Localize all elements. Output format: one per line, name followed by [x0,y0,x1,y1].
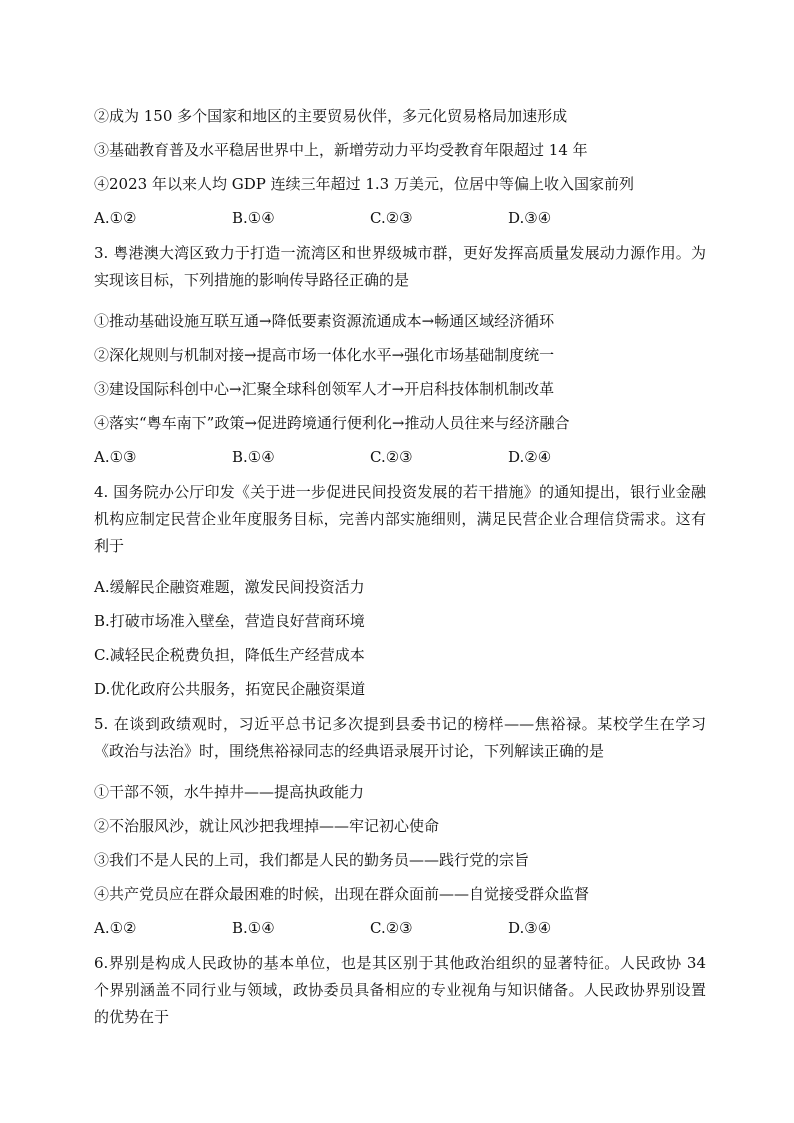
q5-choice-c: C.②③ [370,919,413,937]
q2-item-3: ③基础教育普及水平稳居世界中上，新增劳动力平均受教育年限超过 14 年 [94,141,588,159]
q2-choice-b: B.①④ [232,209,275,227]
q5-choice-a: A.①② [94,919,137,937]
q3-choice-c: C.②③ [370,448,413,466]
q4-option-a: A.缓解民企融资难题，激发民间投资活力 [94,578,365,596]
q3-item-3: ③建设国际科创中心→汇聚全球科创领军人才→开启科技体制机制改革 [94,380,555,398]
q5-item-4: ④共产党员应在群众最困难的时候，出现在群众面前——自觉接受群众监督 [94,885,590,903]
q3-choice-d: D.②④ [508,448,552,466]
q3-item-2: ②深化规则与机制对接→提高市场一体化水平→强化市场基础制度统一 [94,346,555,364]
q2-choices [94,206,706,230]
q3-choice-b: B.①④ [232,448,275,466]
q4-option-b: B.打破市场准入壁垒，营造良好营商环境 [94,612,365,630]
q4-stem: 4. 国务院办公厅印发《关于进一步促进民间投资发展的若干措施》的通知提出，银行业金融机构应制定民营企业年度服务目标，完善内部实施细则，满足民营企业合理信贷需求。这有利于 [94,483,706,555]
q5-choice-b: B.①④ [232,919,275,937]
document-page [94,104,706,1046]
q3-choices [94,445,706,469]
q2-choice-a: A.①② [94,209,137,227]
q2-item-2: ②成为 150 多个国家和地区的主要贸易伙伴，多元化贸易格局加速形成 [94,107,568,125]
q5-stem: 5. 在谈到政绩观时，习近平总书记多次提到县委书记的榜样——焦裕禄。某校学生在学习《政治与法治》时，围绕焦裕禄同志的经典语录展开讨论，下列解读正确的是 [94,715,706,760]
q3-choice-a: A.①③ [94,448,137,466]
q5-choices [94,916,706,940]
q2-item-4: ④2023 年以来人均 GDP 连续三年超过 1.3 万美元，位居中等偏上收入国家前列 [94,175,634,193]
q6-stem: 6.界别是构成人民政协的基本单位，也是其区别于其他政治组织的显著特征。人民政协 34 个界别涵盖不同行业与领域，政协委员具备相应的专业视角与知识储备。人民政协界别设置的优势在于 [94,954,706,1026]
q5-item-3: ③我们不是人民的上司，我们都是人民的勤务员——践行党的宗旨 [94,851,530,869]
q3-item-1: ①推动基础设施互联互通→降低要素资源流通成本→畅通区域经济循环 [94,312,555,330]
q5-item-1: ①干部不领，水牛掉井——提高执政能力 [94,783,365,801]
q4-option-c: C.减轻民企税费负担，降低生产经营成本 [94,646,365,664]
q3-stem: 3. 粤港澳大湾区致力于打造一流湾区和世界级城市群，更好发挥高质量发展动力源作用。为实现该目标，下列措施的影响传导路径正确的是 [94,244,706,289]
q2-choice-d: D.③④ [508,209,552,227]
q3-item-4: ④落实“粤车南下”政策→促进跨境通行便利化→推动人员往来与经济融合 [94,414,570,432]
q4-option-d: D.优化政府公共服务，拓宽民企融资渠道 [94,680,366,698]
q5-choice-d: D.③④ [508,919,552,937]
q5-item-2: ②不治服风沙，就让风沙把我埋掉——牢记初心使命 [94,817,440,835]
q2-choice-c: C.②③ [370,209,413,227]
